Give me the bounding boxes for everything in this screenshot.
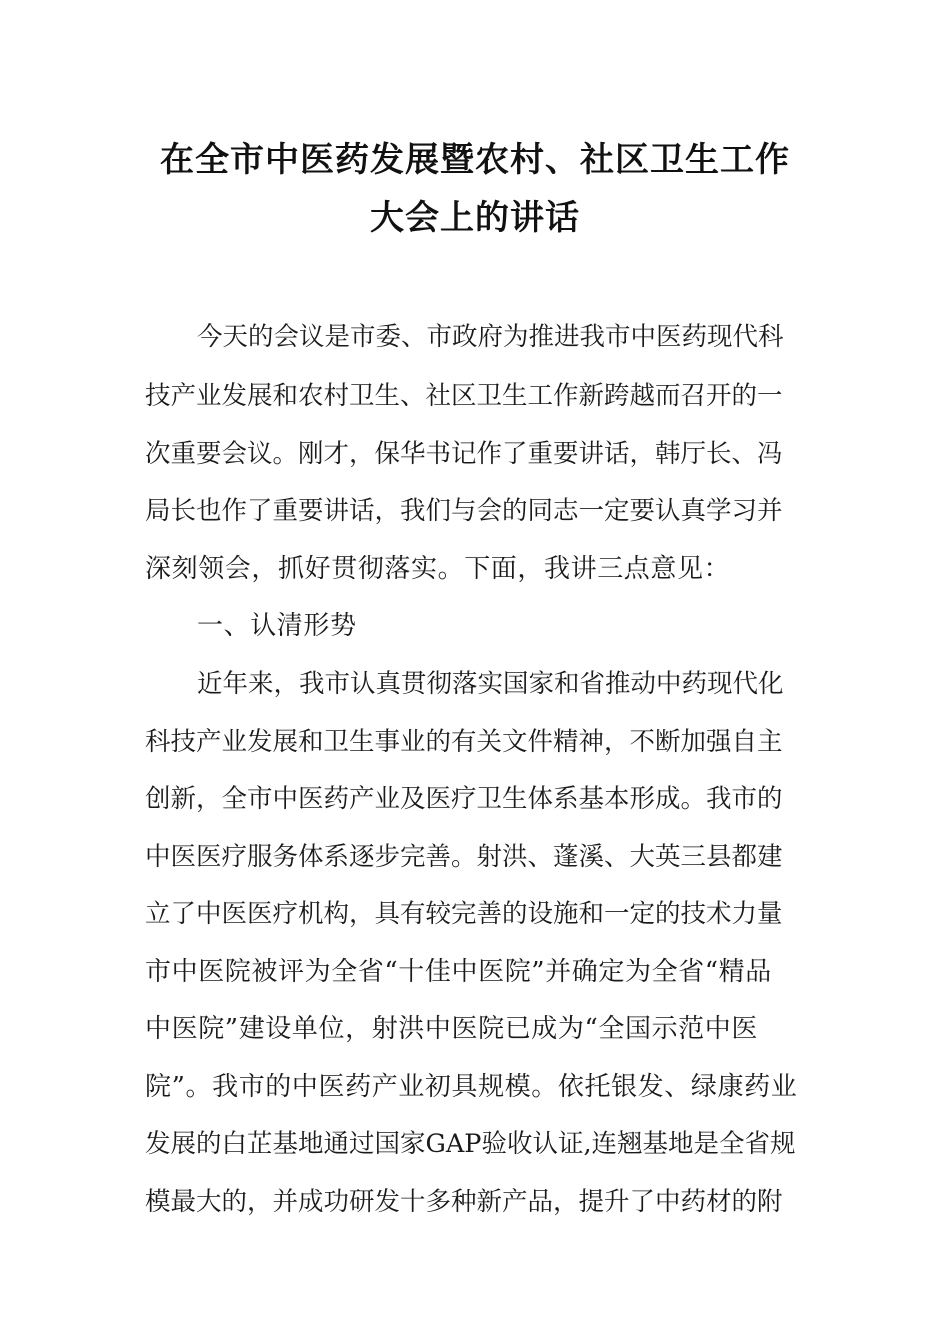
document-title-line-2: 大会上的讲话 [370, 198, 580, 238]
paragraph-line: 中医医疗服务体系逐步完善。射洪、蓬溪、大英三县都建 [145, 842, 783, 872]
paragraph-line: 深刻领会，抓好贯彻落实。下面，我讲三点意见： [145, 554, 731, 584]
paragraph-line: 今天的会议是市委、市政府为推进我市中医药现代科 [197, 322, 784, 352]
paragraph-line: 近年来，我市认真贯彻落实国家和省推动中药现代化 [197, 669, 784, 699]
paragraph-line: 科技产业发展和卫生事业的有关文件精神，不断加强自主 [145, 727, 783, 757]
paragraph-line: 模最大的，并成功研发十多种新产品，提升了中药材的附 [145, 1187, 783, 1217]
section-heading: 一、认清形势 [197, 611, 357, 641]
paragraph-line: 市中医院被评为全省“十佳中医院”并确定为全省“精品 [145, 957, 772, 987]
paragraph-line: 发展的白芷基地通过国家GAP验收认证,连翘基地是全省规 [145, 1129, 796, 1159]
paragraph-line: 技产业发展和农村卫生、社区卫生工作新跨越而召开的一 [145, 381, 783, 411]
paragraph-line: 局长也作了重要讲话，我们与会的同志一定要认真学习并 [145, 496, 783, 526]
paragraph-line: 院”。我市的中医药产业初具规模。依托银发、绿康药业 [145, 1072, 798, 1102]
paragraph-line: 创新，全市中医药产业及医疗卫生体系基本形成。我市的 [145, 784, 783, 814]
document-title-line-1: 在全市中医药发展暨农村、社区卫生工作 [160, 140, 790, 180]
paragraph-line: 中医院”建设单位，射洪中医院已成为“全国示范中医 [145, 1014, 758, 1044]
paragraph-line: 立了中医医疗机构，具有较完善的设施和一定的技术力量 [145, 899, 783, 929]
paragraph-line: 次重要会议。刚才，保华书记作了重要讲话，韩厅长、冯 [145, 439, 783, 469]
